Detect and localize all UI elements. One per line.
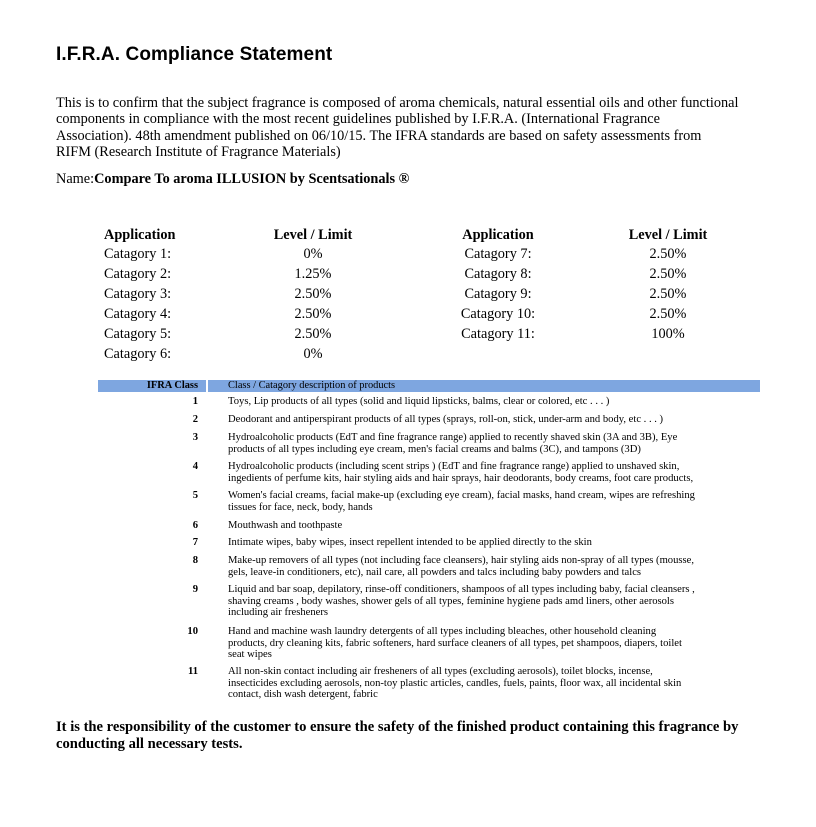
column-header: Level / Limit xyxy=(628,227,708,243)
application-limits-table xyxy=(88,227,728,367)
description-line: Intimate wipes, baby wipes, insect repellent intended to be applied directly to the skin xyxy=(228,537,592,548)
category-label: Catagory 7: xyxy=(464,246,532,262)
class-number: 10 xyxy=(187,626,198,637)
intro-paragraph xyxy=(56,95,768,161)
class-number: 2 xyxy=(192,414,198,425)
description-line: Women's facial creams, facial make-up (excluding eye cream), facial masks, hand cream, wipes are refreshing xyxy=(228,490,695,501)
intro-line: components in compliance with the most recent guidelines published by I.F.R.A. (International Fragrance xyxy=(56,111,660,128)
category-label: Catagory 3: xyxy=(104,286,172,302)
category-label: Catagory 8: xyxy=(464,266,532,282)
class-description xyxy=(228,461,760,484)
description-line: Mouthwash and toothpaste xyxy=(228,520,343,531)
class-number: 11 xyxy=(187,666,198,677)
class-number: 6 xyxy=(192,520,198,531)
class-description xyxy=(228,396,760,408)
class-description xyxy=(228,520,760,532)
description-line: tissues for face, neck, body, hands xyxy=(228,501,373,513)
description-line: insecticides excluding aerosols, non-toy plastic articles, candles, fuels, paints, floor wax, all incidental skin xyxy=(228,677,682,689)
intro-line: RIFM (Research Institute of Fragrance Materials) xyxy=(56,144,341,161)
class-number: 1 xyxy=(192,396,198,407)
level-value: 2.50% xyxy=(294,306,332,322)
class-number: 5 xyxy=(192,490,198,501)
description-line: products of all types including eye cream, men's facial creams and balms (3C), and tampons (3D) xyxy=(228,443,641,455)
class-number: 3 xyxy=(192,432,198,443)
responsibility-statement xyxy=(56,719,776,753)
description-line: including air fresheners xyxy=(228,607,329,619)
description-line: products, dry cleaning kits, fabric softeners, hard surface cleaners of all types, pet shampoos, diapers, toilet xyxy=(228,637,682,649)
footer-line: conducting all necessary tests. xyxy=(56,736,243,752)
description-line: shaving creams , body washes, shower gels of all types, feminine hygiene pads amd liners, other aerosols xyxy=(228,595,675,607)
fragrance-name: Compare To aroma ILLUSION by Scentsationals ® xyxy=(94,171,410,187)
class-number: 9 xyxy=(192,584,198,595)
class-description xyxy=(228,666,760,701)
level-column-left xyxy=(258,227,368,364)
header-divider xyxy=(206,380,208,392)
intro-line: This is to confirm that the subject fragrance is composed of aroma chemicals, natural essential oils and other functional xyxy=(56,95,739,111)
description-line: Make-up removers of all types (not including face cleansers), hair styling aids non-spray of all types (mousse, xyxy=(228,555,694,566)
ifra-class-header: IFRA Class xyxy=(146,380,198,391)
description-header: Class / Catagory description of products xyxy=(228,380,396,391)
description-line: Hydroalcoholic products (EdT and fine fragrance range) applied to recently shaved skin (3A and 3B), Eye xyxy=(228,432,678,443)
category-label: Catagory 5: xyxy=(104,326,172,342)
application-column-right xyxy=(448,227,548,344)
class-description xyxy=(228,432,760,455)
category-label: Catagory 6: xyxy=(104,346,172,362)
class-description xyxy=(228,626,760,661)
category-label: Catagory 2: xyxy=(104,266,172,282)
level-value: 0% xyxy=(303,346,323,362)
level-value: 2.50% xyxy=(649,306,687,322)
description-line: All non-skin contact including air fresheners of all types (excluding aerosols), toilet blocks, incense, xyxy=(228,666,653,677)
category-label: Catagory 1: xyxy=(104,246,172,262)
column-header: Level / Limit xyxy=(273,227,353,243)
column-header: Application xyxy=(104,227,176,243)
description-line: Hand and machine wash laundry detergents of all types including bleaches, other household cleaning xyxy=(228,626,657,637)
level-value: 2.50% xyxy=(649,286,687,302)
application-column-left xyxy=(104,227,224,364)
level-value: 2.50% xyxy=(294,326,332,342)
class-description xyxy=(228,555,760,578)
level-value: 2.50% xyxy=(294,286,332,302)
description-line: contact, dish wash detergent, fabric xyxy=(228,689,378,701)
class-number: 7 xyxy=(192,537,198,548)
level-value: 2.50% xyxy=(649,246,687,262)
description-line: Hydroalcoholic products (including scent strips ) (EdT and fine fragrance range) applied to unshaved skin, xyxy=(228,461,680,472)
level-value: 100% xyxy=(651,326,685,342)
description-line: Toys, Lip products of all types (solid and liquid lipsticks, balms, clear or colored, etc . . . ) xyxy=(228,396,610,407)
level-column-right xyxy=(613,227,723,344)
description-line: Liquid and bar soap, depilatory, rinse-off conditioners, shampoos of all types including baby, facial cleansers , xyxy=(228,584,695,595)
class-description xyxy=(228,584,760,619)
ifra-table-header xyxy=(98,380,760,392)
level-value: 1.25% xyxy=(294,266,332,282)
description-line: ingedients of perfume kits, hair styling aids and hair sprays, hair deodorants, body creams, foot care products, xyxy=(228,472,694,484)
class-description xyxy=(228,414,760,426)
fragrance-name-line xyxy=(56,171,409,188)
description-line: seat wipes xyxy=(228,649,272,661)
class-number: 8 xyxy=(192,555,198,566)
class-number: 4 xyxy=(192,461,198,472)
name-label: Name: xyxy=(56,171,95,187)
category-label: Catagory 11: xyxy=(461,326,535,342)
class-description xyxy=(228,537,760,549)
category-label: Catagory 9: xyxy=(464,286,532,302)
category-label: Catagory 4: xyxy=(104,306,172,322)
level-value: 0% xyxy=(303,246,323,262)
document-title: I.F.R.A. Compliance Statement xyxy=(56,44,333,65)
description-line: Deodorant and antiperspirant products of all types (sprays, roll-on, stick, under-arm and body, etc . . . ) xyxy=(228,414,664,425)
description-line: gels, leave-in conditioners, etc), nail care, all powders and talcs including baby powders and talcs xyxy=(228,566,642,578)
category-label: Catagory 10: xyxy=(460,306,536,322)
column-header: Application xyxy=(462,227,534,243)
intro-line: Association). 48th amendment published on 06/10/15. The IFRA standards are based on safety assessments from xyxy=(56,127,702,144)
footer-line: It is the responsibility of the customer to ensure the safety of the finished product containing this fragrance by xyxy=(56,719,739,735)
level-value: 2.50% xyxy=(649,266,687,282)
ifra-class-table xyxy=(98,380,760,701)
class-description xyxy=(228,490,760,513)
